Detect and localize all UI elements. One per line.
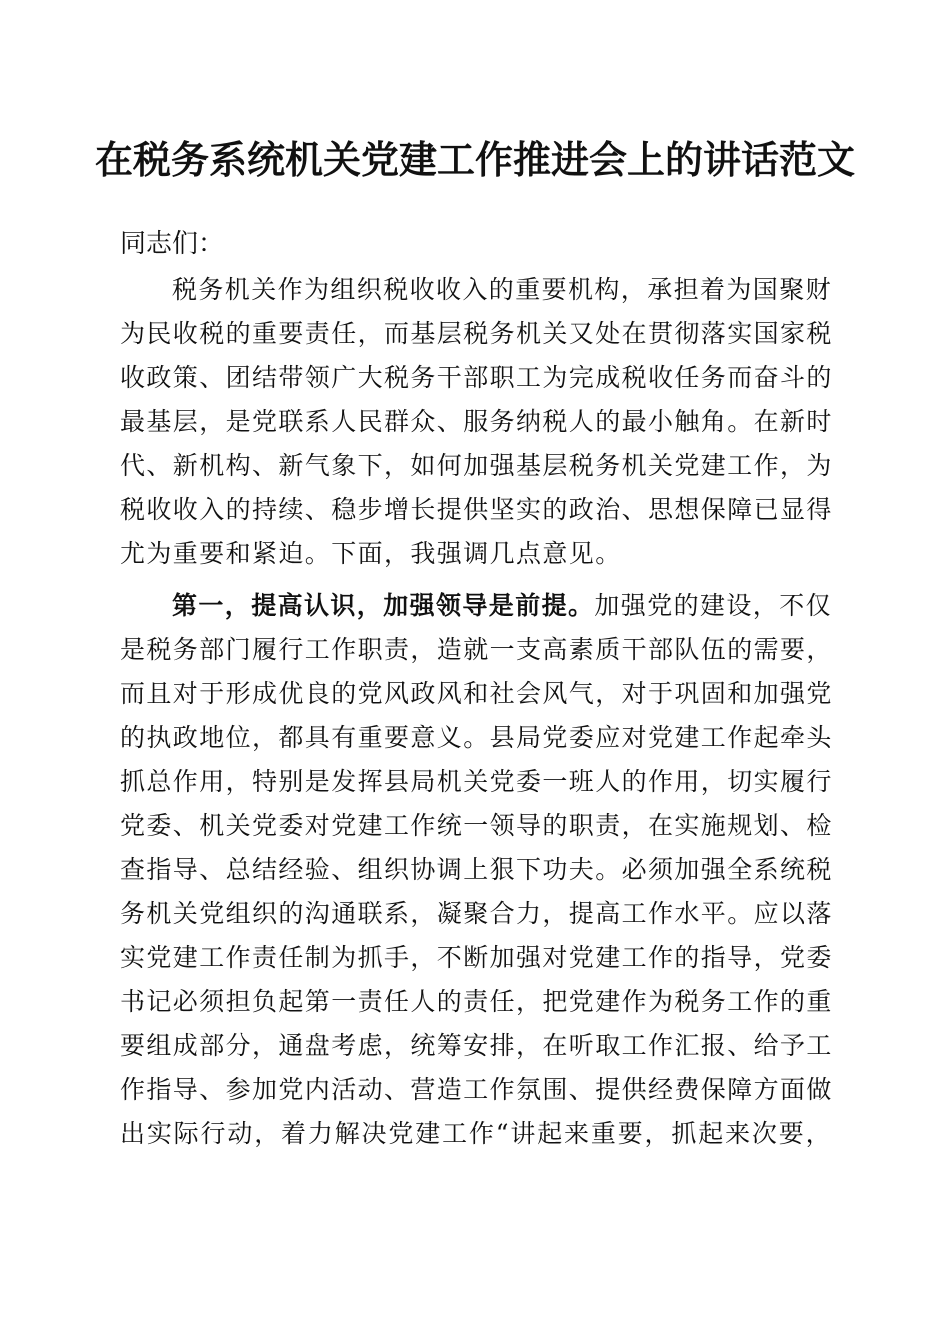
paragraph-line: 税务机关作为组织税收收入的重要机构，承担着为国聚财 <box>172 275 833 304</box>
paragraph-line: 为民收税的重要责任，而基层税务机关又处在贯彻落实国家税 <box>120 319 833 348</box>
paragraph-line: 的执政地位，都具有重要意义。县局党委应对党建工作起牵头 <box>120 723 833 752</box>
paragraph-line: 实党建工作责任制为抓手，不断加强对党建工作的指导，党委 <box>120 943 833 972</box>
paragraph-line: 是税务部门履行工作职责，造就一支高素质干部队伍的需要， <box>120 635 833 664</box>
paragraph-first-point <box>120 584 832 1156</box>
paragraph-line: 收政策、团结带领广大税务干部职工为完成税收任务而奋斗的 <box>120 363 833 392</box>
paragraph-intro <box>120 268 832 576</box>
paragraph-line: 而且对于形成优良的党风政风和社会风气，对于巩固和加强党 <box>120 679 833 708</box>
paragraph-first-line <box>120 584 832 628</box>
paragraph-line: 最基层，是党联系人民群众、服务纳税人的最小触角。在新时 <box>120 407 833 436</box>
paragraph-line: 出实际行动，着力解决党建工作“讲起来重要，抓起来次要， <box>120 1119 832 1148</box>
paragraph-line: 查指导、总结经验、组织协调上狠下功夫。必须加强全系统税 <box>120 855 833 884</box>
paragraph-line-rest: 加强党的建设，不仅 <box>594 591 833 620</box>
paragraph-line: 党委、机关党委对党建工作统一领导的职责，在实施规划、检 <box>120 811 833 840</box>
paragraph-line: 要组成部分，通盘考虑，统筹安排，在听取工作汇报、给予工 <box>120 1031 833 1060</box>
paragraph-line: 税收收入的持续、稳步增长提供坚实的政治、思想保障已显得 <box>120 495 833 524</box>
salutation: 同志们： <box>120 229 225 259</box>
paragraph-line: 书记必须担负起第一责任人的责任，把党建作为税务工作的重 <box>120 987 833 1016</box>
paragraph-line: 尤为重要和紧迫。下面，我强调几点意见。 <box>120 539 622 568</box>
paragraph-line: 代、新机构、新气象下，如何加强基层税务机关党建工作，为 <box>120 451 833 480</box>
paragraph-line: 务机关党组织的沟通联系，凝聚合力，提高工作水平。应以落 <box>120 899 833 928</box>
point-heading: 第一，提高认识，加强领导是前提。 <box>172 591 595 620</box>
paragraph-line: 作指导、参加党内活动、营造工作氛围、提供经费保障方面做 <box>120 1075 833 1104</box>
paragraph-line: 抓总作用，特别是发挥县局机关党委一班人的作用，切实履行 <box>120 767 833 796</box>
document-title: 在税务系统机关党建工作推进会上的讲话范文 <box>94 137 855 182</box>
